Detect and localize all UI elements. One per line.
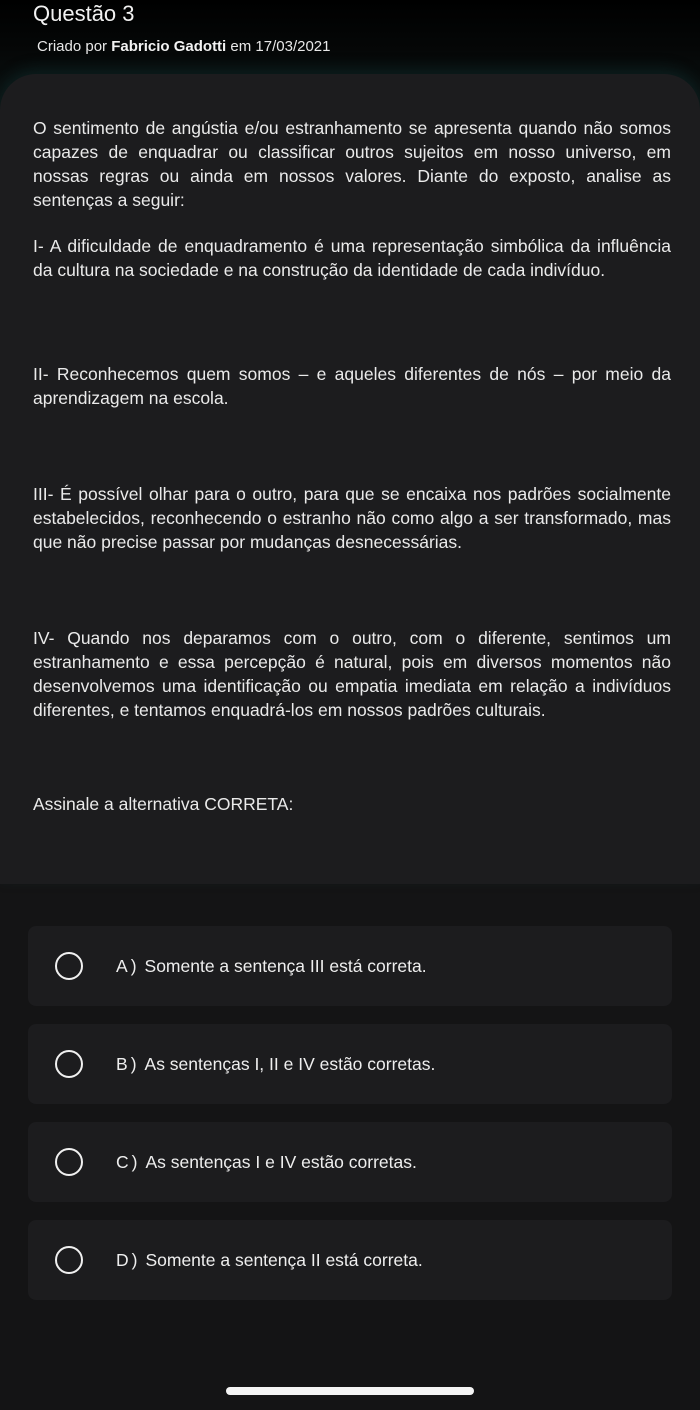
created-by-label: Criado por — [37, 38, 108, 55]
question-body — [33, 116, 671, 816]
option-d[interactable] — [28, 1220, 672, 1300]
option-text: Somente a sentença III está correta. — [144, 955, 427, 976]
author-name: Fabricio Gadotti — [111, 38, 227, 55]
sentence-2: II- Reconhecemos quem somos – e aqueles diferentes de nós – por meio da aprendizagem na escola. — [33, 364, 671, 408]
option-a[interactable] — [28, 926, 672, 1006]
option-paren: ) — [130, 1053, 137, 1074]
radio-icon[interactable] — [55, 1246, 83, 1274]
option-letter: A — [116, 955, 128, 976]
question-intro: O sentimento de angústia e/ou estranhamento se apresenta quando não somos capazes de enquadrar ou classificar outros sujeitos em nosso universo, em nossas regras ou ainda em nossos valores. Diante do exposto, analise as sentenças a seguir: — [33, 118, 671, 210]
option-paren: ) — [131, 1151, 138, 1172]
option-text: As sentenças I, II e IV estão corretas. — [144, 1053, 436, 1074]
answer-options — [28, 926, 672, 1318]
radio-icon[interactable] — [55, 1148, 83, 1176]
option-paren: ) — [131, 1249, 138, 1270]
created-date: 17/03/2021 — [255, 38, 331, 55]
home-indicator[interactable] — [226, 1387, 474, 1395]
question-title: Questão 3 — [33, 1, 135, 26]
option-text: As sentenças I e IV estão corretas. — [145, 1151, 417, 1172]
option-letter: C — [116, 1151, 129, 1172]
sentence-4: IV- Quando nos deparamos com o outro, com o diferente, sentimos um estranhamento e essa percepção é natural, pois em diversos momentos não desenvolvemos uma identificação ou empatia imediata em relação a indivíduos diferentes, e tentamos enquadrá-los em nossos padrões culturais. — [33, 628, 671, 720]
option-text: Somente a sentença II está correta. — [145, 1249, 423, 1270]
radio-icon[interactable] — [55, 1050, 83, 1078]
radio-icon[interactable] — [55, 952, 83, 980]
option-b[interactable] — [28, 1024, 672, 1104]
option-paren: ) — [130, 955, 137, 976]
option-letter: D — [116, 1249, 129, 1270]
sentence-3: III- É possível olhar para o outro, para que se encaixa nos padrões socialmente estabelecidos, reconhecendo o estranho não como algo a ser transformado, mas que não precise passar por mudanças desnecessárias. — [33, 484, 671, 552]
question-meta — [37, 37, 331, 57]
created-on-label: em — [230, 38, 252, 55]
option-c[interactable] — [28, 1122, 672, 1202]
question-prompt: Assinale a alternativa CORRETA: — [33, 794, 294, 814]
option-letter: B — [116, 1053, 128, 1074]
sentence-1: I- A dificuldade de enquadramento é uma representação simbólica da influência da cultura na sociedade e na construção da identidade de cada indivíduo. — [33, 236, 671, 280]
